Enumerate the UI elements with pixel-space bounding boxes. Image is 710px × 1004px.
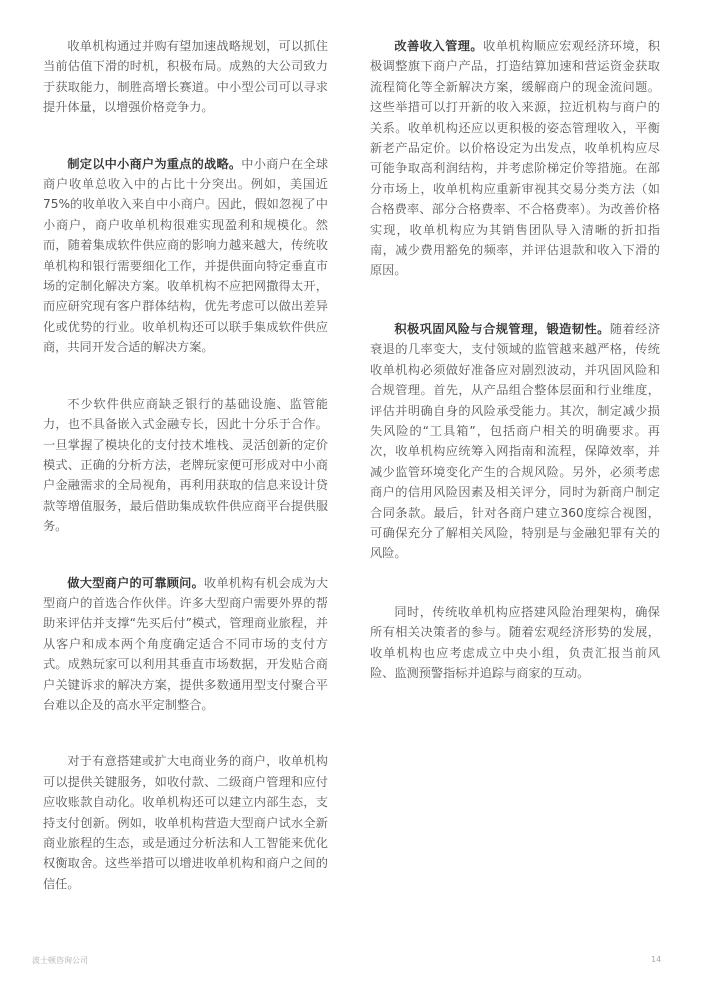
- paragraph: [43, 573, 328, 716]
- footer-company: 波士顿咨询公司: [32, 956, 88, 965]
- paragraph: [43, 154, 328, 358]
- page-number: 14: [651, 955, 662, 964]
- left-column: [43, 36, 328, 930]
- paragraph-lead: 积极巩固风险与合规管理，锻造韧性。: [394, 321, 610, 336]
- paragraph-text: 收单机构顺应宏观经济环境，积极调整旗下商户产品，打造结算加速和营运资金获取流程简化等全新解决方案，缓解商户的现金流问题。这些举措可以打开新的收入来源，拉近机构与商户的关系。收单机构还应以更积极的姿态管理收入，平衡新老产品定价。以价格设定为出发点，收单机构应尽可能争取高利润结构，并考虑阶梯定价等措施。在部分市场上，收单机构应重新审视其交易分类方法（如合格费率、部分合格费率、不合格费率）。为改善价格实现，收单机构应为其销售团队导入清晰的折扣指南，减少费用豁免的频率，并评估退款和收入下滑的原因。: [370, 39, 661, 278]
- right-column: [370, 36, 660, 721]
- paragraph: [43, 394, 328, 537]
- paragraph-text: 收单机构有机会成为大型商户的首选合作伙伴。许多大型商户需要外界的帮助来评估并支撑“先买后付”模式，管理商业旅程，并从客户和成本两个角度确定适合不同市场的支付方式。成熟玩家可以利用其垂直市场数据，开发贴合商户关键诉求的解决方案，提供多数通用型支付聚合平台难以企及的高水平定制整合。: [43, 575, 329, 712]
- paragraph-text: 收单机构通过并购有望加速战略规划，可以抓住当前估值下滑的时机，积极布局。成熟的大公司致力于获取能力，制胜高增长赛道。中小型公司可以寻求提升体量，以增强价格竞争力。: [43, 39, 328, 115]
- paragraph: [370, 602, 660, 684]
- paragraph-lead: 制定以中小商户为重点的战略。: [67, 156, 242, 171]
- paragraph-text: 不少软件供应商缺乏银行的基础设施、监管能力，也不具备嵌入式金融专长，因此十分乐于合作。一旦掌握了模块化的支付技术堆栈、灵活创新的定价模式、正确的分析方法，老牌玩家便可形成对中小商户金融需求的全局视角，再利用获取的信息来设计贷款等增值服务，最后借助集成软件供应商平台提供服务。: [43, 396, 328, 534]
- paragraph: [370, 36, 660, 281]
- paragraph: [370, 319, 660, 564]
- paragraph-lead: 做大型商户的可靠顾问。: [67, 575, 205, 590]
- paragraph: [43, 751, 328, 894]
- paragraph-text: 中小商户在全球商户收单总收入中的占比十分突出。例如，美国近75%的收单收入来自中小商户。因此，假如忽视了中小商户，商户收单机构很难实现盈利和规模化。然而，随着集成软件供应商的影响力越来越大，传统收单机构和银行需要细化工作，并提供面向特定垂直市场的定制化解决方案。收单机构不应把网撒得太开，而应研究现有客户群体结构，优先考虑可以做出差异化或优势的行业。收单机构还可以联手集成软件供应商，共同开发合适的解决方案。: [43, 156, 329, 355]
- paragraph-lead: 改善收入管理。: [394, 39, 484, 53]
- paragraph: [43, 36, 328, 118]
- paragraph-text: 同时，传统收单机构应搭建风险治理架构，确保所有相关决策者的参与。随着宏观经济形势的发展，收单机构也应考虑成立中央小组，负责汇报当前风险、监测预警指标并追踪与商家的互动。: [370, 604, 660, 680]
- paragraph-text: 随着经济衰退的几率变大，支付领域的监管越来越严格，传统收单机构必须做好准备应对剧烈波动，并巩固风险和合规管理。首先，从产品组合整体层面和行业维度，评估并明确自身的风险承受能力。其次，制定减少损失风险的“工具箱”，包括商户相关的明确要求。再次，收单机构应统筹入网指南和流程，保障效率，并减少监管环境变化产生的合规风险。另外，必须考虑商户的信用风险因素及相关评分，同时为新商户制定合同条款。最后，针对各商户建立360度综合视图，可确保充分了解相关风险，特别是与金融犯罪有关的风险。: [370, 321, 661, 561]
- paragraph-text: 对于有意搭建或扩大电商业务的商户，收单机构可以提供关键服务，如收付款、二级商户管理和应付应收账款自动化。收单机构还可以建立内部生态，支持支付创新。例如，收单机构营造大型商户试水全新商业旅程的生态，或是通过分析法和人工智能来优化权衡取舍。这些举措可以增进收单机构和商户之间的信任。: [43, 754, 328, 891]
